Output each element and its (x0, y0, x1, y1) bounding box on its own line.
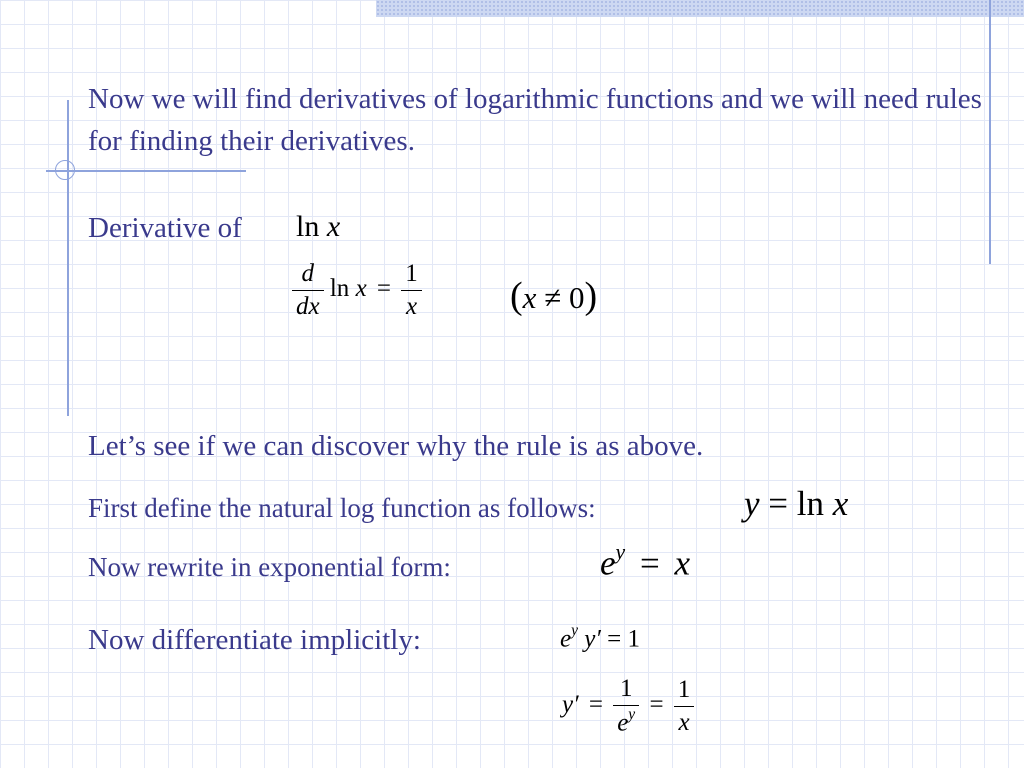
decorative-left-vertical-line (67, 100, 69, 416)
fraction-numerator: 1 (401, 260, 422, 291)
decorative-top-bar (376, 0, 1024, 17)
decorative-circle-icon (55, 160, 75, 180)
fraction-numerator: 1 (613, 675, 639, 706)
intro-paragraph: Now we will find derivatives of logarithmic functions and we will need rules for finding their derivatives. (88, 83, 982, 157)
decorative-horizontal-line (46, 170, 246, 172)
condition-expression (510, 274, 597, 318)
differentiate-paragraph: Now differentiate implicitly: (88, 624, 421, 656)
decorative-right-vertical-line (989, 0, 991, 264)
equals-sign: = (376, 275, 392, 303)
derivative-of-label: Derivative of (88, 212, 242, 244)
open-paren: ( (510, 275, 523, 317)
equals-sign: = (607, 625, 622, 653)
fraction-numerator: 1 (674, 676, 695, 707)
fraction-numerator: d (292, 260, 324, 291)
derivative-of-expression (296, 210, 340, 244)
one-over-x-fraction (401, 260, 422, 321)
y-prime: y′ (562, 690, 579, 718)
zero-value: 0 (568, 280, 585, 315)
e-base: e (600, 543, 616, 583)
y-exponent (628, 706, 635, 723)
y-variable: y (628, 705, 636, 723)
e-base: e (560, 625, 572, 653)
equals-sign: = (649, 690, 664, 718)
x-variable: x (522, 280, 537, 315)
close-paren: ) (584, 275, 598, 317)
x-variable: x (355, 275, 367, 303)
implicit-derivative-line-1 (560, 621, 640, 653)
y-variable: y (744, 484, 760, 523)
d-dx-fraction (292, 260, 324, 321)
define-expression (744, 484, 848, 524)
ln-text: ln (296, 210, 320, 243)
x-variable: x (674, 543, 690, 583)
one-value: 1 (627, 625, 640, 653)
y-prime: y′ (584, 625, 601, 653)
discover-paragraph: Let’s see if we can discover why the rule is as above. (88, 430, 704, 462)
not-equal-sign: ≠ (544, 280, 562, 315)
fraction-denominator: x (405, 293, 418, 320)
derivative-rule-formula (292, 260, 422, 321)
fraction-denominator (613, 706, 639, 737)
e-base: e (617, 709, 629, 737)
fraction-denominator: dx (296, 293, 320, 320)
y-exponent (616, 540, 626, 564)
fraction-denominator: x (678, 708, 690, 736)
y-exponent (571, 622, 578, 639)
y-variable: y (571, 621, 578, 639)
one-over-e-y-fraction (613, 675, 639, 737)
define-paragraph: First define the natural log function as follows: (88, 493, 596, 523)
rewrite-paragraph: Now rewrite in exponential form: (88, 552, 451, 582)
ln-text: ln (329, 275, 350, 303)
ln-text: ln (796, 484, 825, 523)
one-over-x-fraction (674, 676, 695, 737)
x-variable: x (326, 210, 341, 243)
equals-sign: = (588, 690, 603, 718)
implicit-derivative-line-2 (562, 675, 694, 737)
y-variable: y (615, 539, 626, 564)
rewrite-expression (600, 539, 690, 584)
equals-sign: = (639, 543, 660, 583)
equals-sign: = (768, 484, 789, 523)
x-variable: x (832, 484, 849, 523)
